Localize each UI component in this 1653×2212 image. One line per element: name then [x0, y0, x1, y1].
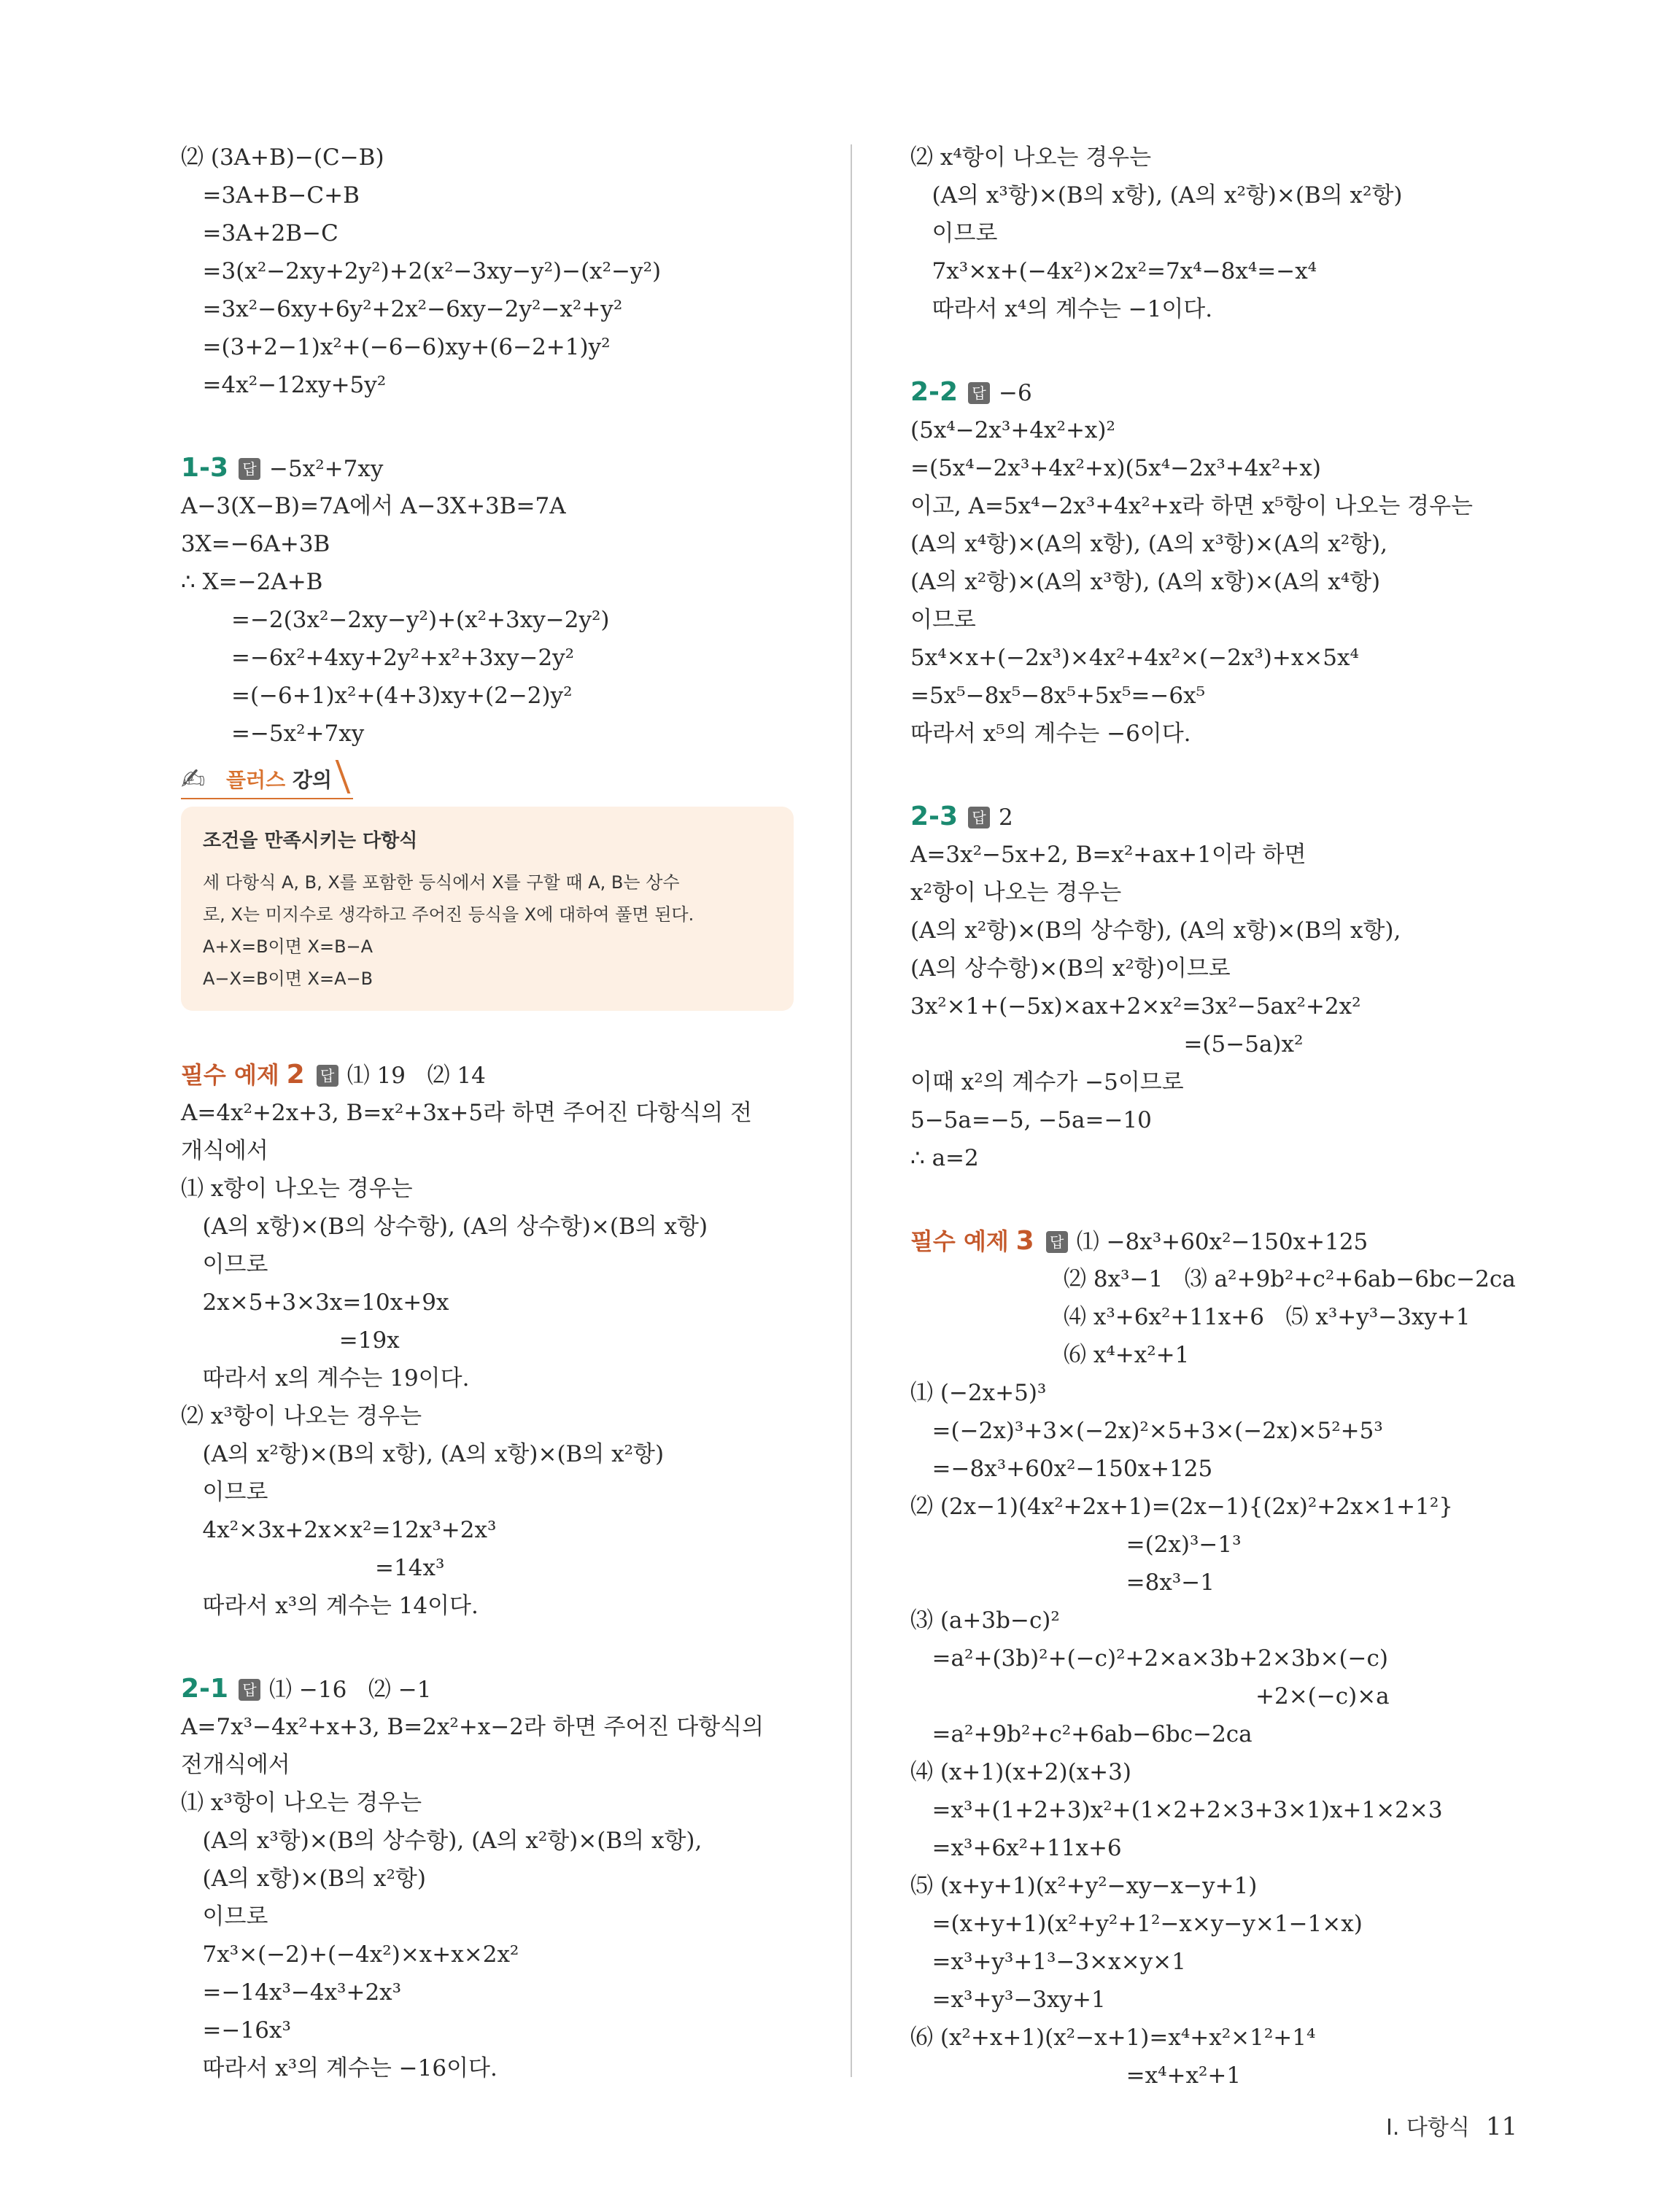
text-line: =3A+2B−C	[181, 220, 338, 247]
text-line: 이때 x²의 계수가 −5이므로	[910, 1069, 1184, 1095]
text-line: (A의 x항)×(B의 상수항), (A의 상수항)×(B의 x항)	[181, 1214, 708, 1240]
answer-badge: 답	[968, 807, 990, 828]
text-line: ⑵ (3A+B)−(C−B)	[181, 144, 384, 171]
writing-hand-icon: ✍	[181, 763, 206, 796]
text-line: +2×(−c)×a	[910, 1683, 1390, 1710]
text-line: =−2(3x²−2xy−y²)+(x²+3xy−2y²)	[181, 607, 610, 633]
page-number: 11	[1485, 2112, 1518, 2141]
text-line: =a²+9b²+c²+6ab−6bc−2ca	[910, 1721, 1253, 1747]
example-answer: ⑴ −8x³+60x²−150x+125	[1076, 1229, 1369, 1255]
problem-number: 2-2	[910, 377, 959, 407]
text-line: =(2x)³−1³	[910, 1532, 1242, 1558]
text-line: =x⁴+x²+1	[910, 2062, 1242, 2089]
text-line: =14x³	[181, 1555, 445, 1581]
text-line: =(−6+1)x²+(4+3)xy+(2−2)y²	[181, 683, 573, 709]
plus-box-body	[203, 866, 772, 995]
text-line: A−3(X−B)=7A에서 A−3X+3B=7A	[181, 493, 566, 519]
example-title: 필수 예제	[910, 1227, 1009, 1255]
text-line: =−14x³−4x³+2x³	[181, 1979, 402, 2006]
text-line: 5−5a=−5, −5a=−10	[910, 1107, 1152, 1133]
example-number: 2	[286, 1060, 305, 1090]
text-line: 세 다항식 A, B, X를 포함한 등식에서 X를 구할 때 A, B는 상수	[203, 872, 680, 893]
tag-underline	[181, 798, 353, 799]
answer-badge: 답	[239, 1679, 260, 1701]
text-line: (A의 x³항)×(B의 상수항), (A의 x²항)×(B의 x항),	[181, 1828, 702, 1854]
text-line: ⑵ 8x³−1 ⑶ a²+9b²+c²+6ab−6bc−2ca	[1064, 1266, 1516, 1292]
problem-answer: −6	[999, 380, 1032, 406]
plus-lecture	[181, 756, 794, 1011]
text-line: (A의 x항)×(B의 x²항)	[181, 1866, 426, 1892]
text-line: (A의 상수항)×(B의 x²항)이므로	[910, 955, 1231, 982]
plus-lecture-tag	[226, 764, 332, 793]
text-line: ⑵ (2x−1)(4x²+2x+1)=(2x−1){(2x)²+2x×1+1²}	[910, 1494, 1453, 1520]
text-line: =(3+2−1)x²+(−6−6)xy+(6−2+1)y²	[181, 334, 611, 360]
problem-answer: 2	[999, 804, 1013, 831]
text-line: =3A+B−C+B	[181, 182, 360, 209]
text-line: 따라서 x³의 계수는 −16이다.	[181, 2055, 498, 2081]
text-line: 로, X는 미지수로 생각하고 주어진 등식을 X에 대하여 풀면 된다.	[203, 904, 694, 925]
text-line: =x³+(1+2+3)x²+(1×2+2×3+3×1)x+1×2×3	[910, 1797, 1443, 1823]
left-column	[181, 139, 794, 2087]
plus-lecture-header	[181, 756, 794, 807]
text-line: 개식에서	[181, 1138, 268, 1164]
plus-lecture-box	[181, 807, 794, 1011]
example-3-answer-continued	[910, 1260, 1545, 1374]
text-line: =4x²−12xy+5y²	[181, 372, 387, 398]
problem-answer: ⑴ −16 ⑵ −1	[269, 1677, 432, 1703]
text-line: 3x²×1+(−5x)×ax+2×x²=3x²−5ax²+2x²	[910, 993, 1361, 1020]
tag-slash	[336, 760, 351, 793]
text-line: ⑵ x⁴항이 나오는 경우는	[910, 144, 1152, 171]
example-2-header	[181, 1056, 794, 1094]
text-line: 이므로	[181, 1251, 268, 1278]
text-line: 전개식에서	[181, 1752, 290, 1778]
text-line: A=4x²+2x+3, B=x²+3x+5라 하면 주어진 다항식의 전	[181, 1100, 752, 1126]
text-line: ⑴ x항이 나오는 경우는	[181, 1176, 413, 1202]
text-line: ⑹ (x²+x+1)(x²−x+1)=x⁴+x²×1²+1⁴	[910, 2025, 1316, 2051]
plus-tag-b: 강의	[292, 768, 333, 792]
text-line: 3X=−6A+3B	[181, 531, 330, 557]
text-line: ⑷ x³+6x²+11x+6 ⑸ x³+y³−3xy+1	[1064, 1304, 1471, 1330]
example-2	[181, 1056, 794, 1625]
text-line: 따라서 x³의 계수는 14이다.	[181, 1593, 479, 1619]
text-line: x²항이 나오는 경우는	[910, 880, 1122, 906]
text-line: ⑶ (a+3b−c)²	[910, 1607, 1060, 1634]
text-line: 4x²×3x+2x×x²=12x³+2x³	[181, 1517, 497, 1543]
text-line: (A의 x⁴항)×(A의 x항), (A의 x³항)×(A의 x²항),	[910, 531, 1388, 557]
problem-2-3-solution	[910, 836, 1545, 1177]
text-line: =8x³−1	[910, 1569, 1215, 1596]
text-line: 이므로	[181, 1479, 268, 1505]
text-line: 이므로	[910, 220, 998, 247]
text-line: =−5x²+7xy	[181, 721, 365, 747]
text-line: ⑵ x³항이 나오는 경우는	[181, 1403, 422, 1429]
problem-2-3	[910, 798, 1545, 1177]
chapter-label: Ⅰ. 다항식	[1386, 2115, 1470, 2141]
text-line: (A의 x²항)×(B의 x항), (A의 x항)×(B의 x²항)	[181, 1441, 665, 1467]
text-line: =3(x²−2xy+2y²)+2(x²−3xy−y²)−(x²−y²)	[181, 258, 662, 284]
text-line: (5x⁴−2x³+4x²+x)²	[910, 417, 1115, 443]
text-line: ⑹ x⁴+x²+1	[1064, 1342, 1190, 1368]
answer-badge: 답	[1046, 1231, 1068, 1253]
text-line: ∴ a=2	[910, 1145, 979, 1171]
problem-2-2-solution	[910, 411, 1545, 753]
text-line: ⑴ (−2x+5)³	[910, 1380, 1047, 1406]
text-line: 2x×5+3×3x=10x+9x	[181, 1289, 449, 1316]
right-column	[910, 139, 1545, 2095]
example-number: 3	[1015, 1226, 1034, 1256]
answer-badge: 답	[239, 458, 260, 480]
text-line: (A의 x²항)×(B의 상수항), (A의 x항)×(B의 x항),	[910, 917, 1401, 944]
example-3	[910, 1222, 1545, 2095]
text-line: A+X=B이면 X=B−A	[203, 936, 373, 957]
problem-2-1-solution	[181, 1708, 794, 2087]
example-3-solution	[910, 1374, 1545, 2095]
problem-1-3-solution	[181, 487, 794, 753]
problem-2-2	[910, 373, 1545, 753]
text-line: 7x³×x+(−4x²)×2x²=7x⁴−8x⁴=−x⁴	[910, 258, 1317, 284]
left-top-solution	[181, 139, 794, 404]
text-line: ∴ X=−2A+B	[181, 569, 323, 595]
text-line: A=7x³−4x²+x+3, B=2x²+x−2라 하면 주어진 다항식의	[181, 1714, 764, 1740]
text-line: (A의 x³항)×(B의 x항), (A의 x²항)×(B의 x²항)	[910, 182, 1403, 209]
plus-tag-a: 플러스	[226, 768, 286, 792]
problem-2-1-header	[181, 1670, 794, 1708]
right-top-solution	[910, 139, 1545, 328]
problem-answer: −5x²+7xy	[269, 456, 384, 482]
text-line: (A의 x²항)×(A의 x³항), (A의 x항)×(A의 x⁴항)	[910, 569, 1381, 595]
problem-1-3-header	[181, 449, 794, 487]
text-line: =(x+y+1)(x²+y²+1²−x×y−y×1−1×x)	[910, 1911, 1363, 1937]
column-divider	[851, 144, 852, 2077]
answer-badge: 답	[968, 382, 990, 404]
text-line: 이므로	[181, 1904, 268, 1930]
text-line: 따라서 x⁵의 계수는 −6이다.	[910, 721, 1191, 747]
text-line: =(5−5a)x²	[910, 1031, 1304, 1058]
text-line: 따라서 x의 계수는 19이다.	[181, 1365, 470, 1392]
text-line: 따라서 x⁴의 계수는 −1이다.	[910, 296, 1213, 322]
text-line: =3x²−6xy+6y²+2x²−6xy−2y²−x²+y²	[181, 296, 623, 322]
example-3-header	[910, 1222, 1545, 1260]
text-line: =−8x³+60x²−150x+125	[910, 1456, 1213, 1482]
text-line: =(5x⁴−2x³+4x²+x)(5x⁴−2x³+4x²+x)	[910, 455, 1321, 481]
text-line: =5x⁵−8x⁵−8x⁵+5x⁵=−6x⁵	[910, 683, 1206, 709]
text-line: 이므로	[910, 607, 976, 633]
text-line: =x³+y³+1³−3×x×y×1	[910, 1949, 1186, 1975]
problem-number: 1-3	[181, 453, 229, 483]
text-line: 7x³×(−2)+(−4x²)×x+x×2x²	[181, 1941, 519, 1968]
problem-2-3-header	[910, 798, 1545, 836]
plus-box-title: 조건을 만족시키는 다항식	[203, 830, 418, 852]
text-line: =19x	[181, 1327, 400, 1354]
text-line: A=3x²−5x+2, B=x²+ax+1이라 하면	[910, 842, 1306, 868]
text-line: =−16x³	[181, 2017, 291, 2044]
text-line: ⑸ (x+y+1)(x²+y²−xy−x−y+1)	[910, 1873, 1258, 1899]
text-line: 5x⁴×x+(−2x³)×4x²+4x²×(−2x³)+x×5x⁴	[910, 645, 1359, 671]
problem-1-3	[181, 449, 794, 753]
text-line: =x³+6x²+11x+6	[910, 1835, 1122, 1861]
text-line: =(−2x)³+3×(−2x)²×5+3×(−2x)×5²+5³	[910, 1418, 1383, 1444]
example-2-solution	[181, 1094, 794, 1625]
text-line: 이고, A=5x⁴−2x³+4x²+x라 하면 x⁵항이 나오는 경우는	[910, 493, 1473, 519]
example-title: 필수 예제	[181, 1061, 279, 1089]
example-answer: ⑴ 19 ⑵ 14	[347, 1063, 486, 1089]
text-line: =a²+(3b)²+(−c)²+2×a×3b+2×3b×(−c)	[910, 1645, 1388, 1672]
text-line: =−6x²+4xy+2y²+x²+3xy−2y²	[181, 645, 575, 671]
text-line: A−X=B이면 X=A−B	[203, 969, 373, 989]
text-line: ⑷ (x+1)(x+2)(x+3)	[910, 1759, 1131, 1785]
text-line: ⑴ x³항이 나오는 경우는	[181, 1790, 422, 1816]
problem-number: 2-1	[181, 1674, 229, 1704]
answer-badge: 답	[317, 1065, 338, 1087]
text-line: =x³+y³−3xy+1	[910, 1987, 1106, 2013]
problem-2-1	[181, 1670, 794, 2087]
problem-2-2-header	[910, 373, 1545, 411]
problem-number: 2-3	[910, 802, 959, 831]
page-footer	[1386, 2109, 1517, 2141]
